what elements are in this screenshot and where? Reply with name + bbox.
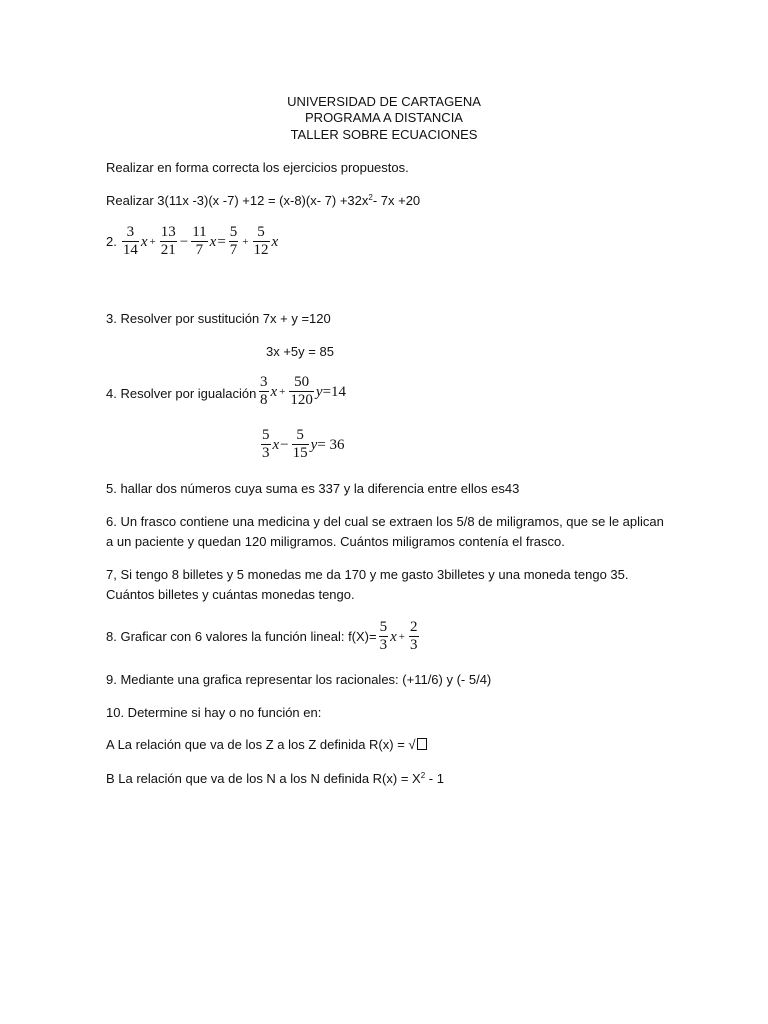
variable-x: x [209, 233, 217, 250]
denominator: 120 [290, 392, 313, 408]
exercise-b-exponent: 2 [420, 771, 426, 780]
exercise-7: 7, Si tengo 8 billetes y 5 monedas me da 170 y me gasto 3billetes y una moneda tengo 35. Cuántos billetes y cuántas monedas tengo. [106, 567, 629, 602]
exercise-a [106, 737, 427, 753]
denominator: 8 [260, 392, 268, 408]
operator: + [149, 235, 156, 248]
operator: − [179, 233, 189, 250]
operator: + [279, 385, 286, 398]
numerator: 3 [126, 224, 135, 240]
header-university: UNIVERSIDAD DE CARTAGENA [287, 94, 481, 109]
denominator: 21 [160, 242, 176, 258]
exercise-a-text: A La relación que va de los Z a los Z definida R(x) = [106, 737, 409, 752]
intro-text: Realizar en forma correcta los ejercicios propuestos. [106, 160, 409, 175]
equation-result: =14 [322, 383, 347, 400]
variable-x: x [140, 233, 148, 250]
exercise-8-label: 8. Graficar con 6 valores la función lineal: f(X)= [106, 628, 377, 644]
numerator: 50 [294, 374, 310, 390]
exercise-3-second-equation: 3x +5y = 85 [266, 344, 334, 359]
denominator: 14 [122, 242, 138, 258]
operator: + [398, 630, 405, 643]
variable-y: y [315, 383, 323, 400]
variable-x: x [272, 436, 280, 453]
exercise-b-tail: - 1 [425, 771, 444, 786]
exercise-1-tail: - 7x +20 [372, 193, 421, 208]
denominator: 15 [292, 445, 308, 461]
equation-result: = 36 [317, 436, 345, 453]
numerator: 11 [192, 224, 207, 240]
fraction [122, 224, 139, 259]
denominator: 7 [229, 242, 238, 258]
exercise-4-equation-2 [259, 427, 345, 462]
exercise-6: 6. Un frasco contiene una medicina y del cual se extraen los 5/8 de miligramos, que se le aplican a un paciente y quedan 120 miligramos. Cuántos miligramos contenía el frasco. [106, 514, 664, 549]
numerator: 5 [262, 427, 270, 443]
fraction [253, 224, 270, 259]
fraction [259, 374, 269, 409]
exercise-5: 5. hallar dos números cuya suma es 337 y la diferencia entre ellos es43 [106, 481, 520, 496]
fraction [379, 619, 389, 654]
header-program: PROGRAMA A DISTANCIA [305, 110, 463, 125]
exercise-1-lead: Realizar 3(11x -3)(x -7) +12 = (x-8)(x- 7) +32x [106, 193, 369, 208]
exercise-3: 3. Resolver por sustitución 7x + y =120 [106, 311, 331, 326]
exercise-b [106, 771, 444, 787]
numerator: 5 [379, 619, 388, 635]
fraction [289, 374, 314, 409]
exercise-2 [106, 224, 278, 259]
exercise-9: 9. Mediante una grafica representar los racionales: (+11/6) y (- 5/4) [106, 672, 492, 687]
fraction [191, 224, 207, 259]
fraction [292, 427, 309, 462]
denominator: 3 [262, 445, 270, 461]
exercise-10: 10. Determine si hay o no función en: [106, 705, 322, 720]
variable-x: x [390, 628, 397, 645]
denominator: 7 [191, 241, 207, 259]
variable-x: x [270, 383, 278, 400]
exercise-1 [106, 193, 420, 209]
exercise-2-label: 2. [106, 233, 117, 249]
fraction [409, 619, 419, 654]
fraction [229, 224, 239, 259]
denominator: 12 [253, 242, 269, 258]
denominator: 3 [410, 637, 418, 653]
numerator: 3 [260, 374, 268, 390]
numerator: 13 [160, 224, 176, 240]
header-title: TALLER SOBRE ECUACIONES [290, 127, 478, 142]
variable-x: x [271, 233, 279, 250]
equals-sign: = [217, 233, 226, 250]
fraction [261, 427, 271, 462]
placeholder-box-icon [417, 738, 427, 750]
operator: + [242, 235, 249, 248]
variable-y: y [310, 436, 318, 453]
exercise-b-lead: B La relación que va de los N a los N definida R(x) = X [106, 771, 421, 786]
square-root-symbol: √ [408, 737, 416, 752]
fraction [160, 224, 177, 259]
numerator: 5 [257, 224, 265, 240]
exercise-4-label: 4. Resolver por igualación [106, 386, 257, 401]
exercise-1-exponent: 2 [368, 193, 373, 202]
exercise-8 [106, 619, 421, 654]
numerator: 5 [296, 427, 304, 443]
denominator: 3 [379, 637, 388, 653]
exercise-4-equation-1 [257, 374, 346, 409]
operator: − [280, 436, 289, 453]
numerator: 5 [229, 224, 238, 240]
numerator: 2 [410, 619, 418, 635]
